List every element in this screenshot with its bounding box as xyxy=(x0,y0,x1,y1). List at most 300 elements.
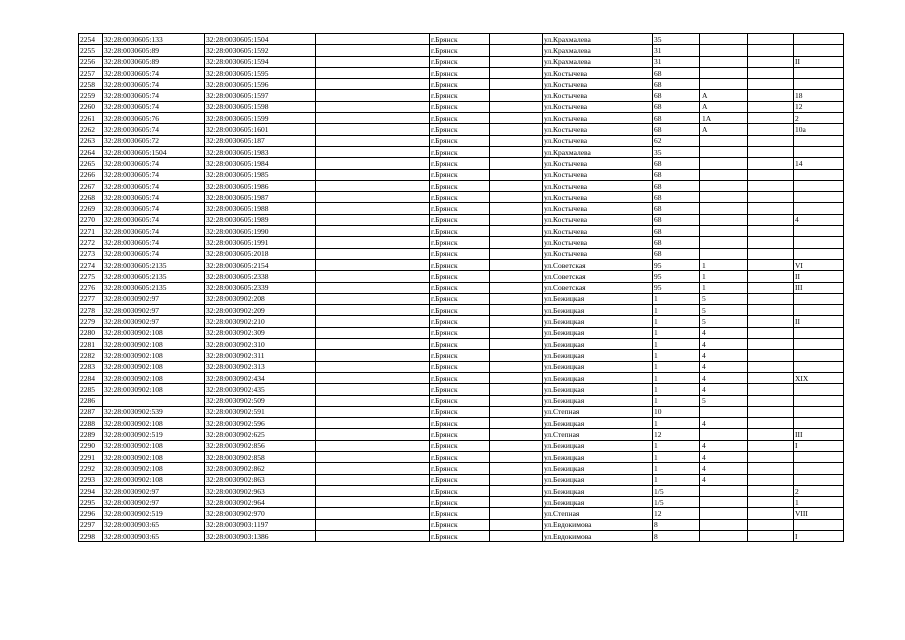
row-number: 2274 xyxy=(79,259,103,270)
row-number: 2280 xyxy=(79,327,103,338)
parent-cadastral-number: 32:28:0030605:76 xyxy=(103,113,205,124)
table-row xyxy=(79,327,844,338)
city-cell: г.Брянск xyxy=(430,406,490,417)
region-cell xyxy=(316,135,430,146)
street-cell: ул.Костычева xyxy=(543,79,653,90)
district-cell xyxy=(490,508,543,519)
street-cell: ул.Бежицкая xyxy=(543,485,653,496)
street-cell: ул.Бежицкая xyxy=(543,463,653,474)
street-cell: ул.Бежицкая xyxy=(543,372,653,383)
parent-cadastral-number: 32:28:0030605:74 xyxy=(103,67,205,78)
parent-cadastral-number: 32:28:0030605:89 xyxy=(103,56,205,67)
row-number: 2269 xyxy=(79,203,103,214)
parent-cadastral-number: 32:28:0030605:74 xyxy=(103,158,205,169)
district-cell xyxy=(490,350,543,361)
street-cell: ул.Бежицкая xyxy=(543,474,653,485)
building-cell: 1 xyxy=(700,259,748,270)
apartment-cell xyxy=(794,79,844,90)
house-number-cell: 12 xyxy=(653,429,700,440)
district-cell xyxy=(490,384,543,395)
apartment-cell xyxy=(794,463,844,474)
district-cell xyxy=(490,259,543,270)
region-cell xyxy=(316,429,430,440)
street-cell: ул.Степная xyxy=(543,508,653,519)
building-cell: 5 xyxy=(700,305,748,316)
building-cell: 5 xyxy=(700,293,748,304)
apartment-cell xyxy=(794,395,844,406)
apartment-cell xyxy=(794,451,844,462)
apartment-cell xyxy=(794,45,844,56)
apartment-cell xyxy=(794,203,844,214)
apartment-cell xyxy=(794,180,844,191)
building-cell xyxy=(700,56,748,67)
cadastral-number: 32:28:0030605:1504 xyxy=(205,34,316,45)
row-number: 2291 xyxy=(79,451,103,462)
cadastral-number: 32:28:0030605:1986 xyxy=(205,180,316,191)
parent-cadastral-number: 32:28:0030902:108 xyxy=(103,372,205,383)
structure-cell xyxy=(748,474,794,485)
region-cell xyxy=(316,418,430,429)
row-number: 2264 xyxy=(79,146,103,157)
district-cell xyxy=(490,34,543,45)
house-number-cell: 68 xyxy=(653,101,700,112)
row-number: 2281 xyxy=(79,339,103,350)
city-cell: г.Брянск xyxy=(430,508,490,519)
table-row xyxy=(79,339,844,350)
district-cell xyxy=(490,158,543,169)
city-cell: г.Брянск xyxy=(430,418,490,429)
table-row xyxy=(79,519,844,530)
building-cell xyxy=(700,429,748,440)
apartment-cell: XIX xyxy=(794,372,844,383)
structure-cell xyxy=(748,45,794,56)
street-cell: ул.Бежицкая xyxy=(543,293,653,304)
district-cell xyxy=(490,316,543,327)
building-cell xyxy=(700,180,748,191)
structure-cell xyxy=(748,192,794,203)
house-number-cell: 1 xyxy=(653,361,700,372)
district-cell xyxy=(490,429,543,440)
district-cell xyxy=(490,101,543,112)
building-cell xyxy=(700,169,748,180)
street-cell: ул.Советская xyxy=(543,259,653,270)
structure-cell xyxy=(748,429,794,440)
structure-cell xyxy=(748,485,794,496)
cadastral-number: 32:28:0030902:862 xyxy=(205,463,316,474)
structure-cell xyxy=(748,508,794,519)
building-cell: 4 xyxy=(700,463,748,474)
cadastral-number: 32:28:0030902:434 xyxy=(205,372,316,383)
district-cell xyxy=(490,485,543,496)
street-cell: ул.Костычева xyxy=(543,248,653,259)
building-cell xyxy=(700,203,748,214)
apartment-cell xyxy=(794,135,844,146)
structure-cell xyxy=(748,293,794,304)
district-cell xyxy=(490,226,543,237)
parent-cadastral-number: 32:28:0030902:539 xyxy=(103,406,205,417)
cadastral-number: 32:28:0030605:1989 xyxy=(205,214,316,225)
cadastral-number: 32:28:0030902:625 xyxy=(205,429,316,440)
district-cell xyxy=(490,327,543,338)
city-cell: г.Брянск xyxy=(430,350,490,361)
region-cell xyxy=(316,305,430,316)
apartment-cell: 10а xyxy=(794,124,844,135)
structure-cell xyxy=(748,226,794,237)
parent-cadastral-number: 32:28:0030902:97 xyxy=(103,485,205,496)
city-cell: г.Брянск xyxy=(430,158,490,169)
street-cell: ул.Бежицкая xyxy=(543,451,653,462)
row-number: 2287 xyxy=(79,406,103,417)
city-cell: г.Брянск xyxy=(430,45,490,56)
cadastral-number: 32:28:0030902:964 xyxy=(205,497,316,508)
cadastral-number: 32:28:0030903:1386 xyxy=(205,531,316,542)
cadastral-number: 32:28:0030902:863 xyxy=(205,474,316,485)
building-cell xyxy=(700,237,748,248)
district-cell xyxy=(490,237,543,248)
structure-cell xyxy=(748,271,794,282)
house-number-cell: 1/5 xyxy=(653,497,700,508)
city-cell: г.Брянск xyxy=(430,214,490,225)
apartment-cell xyxy=(794,293,844,304)
table-row xyxy=(79,237,844,248)
table-body xyxy=(79,34,844,542)
building-cell: 4 xyxy=(700,350,748,361)
building-cell xyxy=(700,79,748,90)
district-cell xyxy=(490,339,543,350)
apartment-cell: 14 xyxy=(794,158,844,169)
house-number-cell: 1 xyxy=(653,395,700,406)
house-number-cell: 1 xyxy=(653,372,700,383)
apartment-cell: 4 xyxy=(794,214,844,225)
structure-cell xyxy=(748,259,794,270)
city-cell: г.Брянск xyxy=(430,237,490,248)
structure-cell xyxy=(748,339,794,350)
apartment-cell xyxy=(794,384,844,395)
parent-cadastral-number: 32:28:0030605:133 xyxy=(103,34,205,45)
region-cell xyxy=(316,384,430,395)
table-row xyxy=(79,361,844,372)
building-cell xyxy=(700,531,748,542)
street-cell: ул.Бежицкая xyxy=(543,316,653,327)
row-number: 2259 xyxy=(79,90,103,101)
city-cell: г.Брянск xyxy=(430,305,490,316)
parent-cadastral-number: 32:28:0030605:1504 xyxy=(103,146,205,157)
district-cell xyxy=(490,79,543,90)
region-cell xyxy=(316,519,430,530)
building-cell: 4 xyxy=(700,440,748,451)
city-cell: г.Брянск xyxy=(430,248,490,259)
row-number: 2258 xyxy=(79,79,103,90)
region-cell xyxy=(316,485,430,496)
district-cell xyxy=(490,406,543,417)
city-cell: г.Брянск xyxy=(430,531,490,542)
table-row xyxy=(79,135,844,146)
row-number: 2276 xyxy=(79,282,103,293)
apartment-cell: 2 xyxy=(794,485,844,496)
region-cell xyxy=(316,406,430,417)
apartment-cell xyxy=(794,248,844,259)
parent-cadastral-number: 32:28:0030902:97 xyxy=(103,497,205,508)
parent-cadastral-number: 32:28:0030605:2135 xyxy=(103,282,205,293)
cadastral-number: 32:28:0030605:2018 xyxy=(205,248,316,259)
region-cell xyxy=(316,226,430,237)
structure-cell xyxy=(748,418,794,429)
cadastral-number: 32:28:0030605:1601 xyxy=(205,124,316,135)
apartment-cell: I xyxy=(794,440,844,451)
cadastral-number: 32:28:0030902:591 xyxy=(205,406,316,417)
cadastral-number: 32:28:0030903:1197 xyxy=(205,519,316,530)
building-cell: 5 xyxy=(700,316,748,327)
city-cell: г.Брянск xyxy=(430,293,490,304)
house-number-cell: 68 xyxy=(653,226,700,237)
row-number: 2260 xyxy=(79,101,103,112)
street-cell: ул.Крахмалева xyxy=(543,34,653,45)
cadastral-number: 32:28:0030605:1594 xyxy=(205,56,316,67)
district-cell xyxy=(490,135,543,146)
table-row xyxy=(79,214,844,225)
region-cell xyxy=(316,101,430,112)
row-number: 2257 xyxy=(79,67,103,78)
structure-cell xyxy=(748,90,794,101)
building-cell: 1 xyxy=(700,271,748,282)
apartment-cell: 12 xyxy=(794,101,844,112)
building-cell xyxy=(700,248,748,259)
parent-cadastral-number: 32:28:0030902:108 xyxy=(103,339,205,350)
city-cell: г.Брянск xyxy=(430,135,490,146)
region-cell xyxy=(316,327,430,338)
building-cell xyxy=(700,508,748,519)
district-cell xyxy=(490,248,543,259)
building-cell: 4 xyxy=(700,327,748,338)
street-cell: ул.Бежицкая xyxy=(543,384,653,395)
region-cell xyxy=(316,293,430,304)
table-row xyxy=(79,146,844,157)
street-cell: ул.Костычева xyxy=(543,113,653,124)
row-number: 2256 xyxy=(79,56,103,67)
table-row xyxy=(79,67,844,78)
row-number: 2273 xyxy=(79,248,103,259)
table-row xyxy=(79,384,844,395)
street-cell: ул.Костычева xyxy=(543,180,653,191)
district-cell xyxy=(490,192,543,203)
row-number: 2277 xyxy=(79,293,103,304)
city-cell: г.Брянск xyxy=(430,429,490,440)
district-cell xyxy=(490,361,543,372)
cadastral-number: 32:28:0030605:1985 xyxy=(205,169,316,180)
house-number-cell: 68 xyxy=(653,158,700,169)
region-cell xyxy=(316,169,430,180)
row-number: 2263 xyxy=(79,135,103,146)
parent-cadastral-number: 32:28:0030605:74 xyxy=(103,180,205,191)
building-cell: 4 xyxy=(700,384,748,395)
apartment-cell xyxy=(794,192,844,203)
region-cell xyxy=(316,158,430,169)
cadastral-number: 32:28:0030902:435 xyxy=(205,384,316,395)
row-number: 2261 xyxy=(79,113,103,124)
cadastral-number: 32:28:0030902:309 xyxy=(205,327,316,338)
cadastral-number: 32:28:0030902:210 xyxy=(205,316,316,327)
structure-cell xyxy=(748,124,794,135)
structure-cell xyxy=(748,305,794,316)
row-number: 2270 xyxy=(79,214,103,225)
district-cell xyxy=(490,271,543,282)
structure-cell xyxy=(748,169,794,180)
table-row xyxy=(79,203,844,214)
row-number: 2275 xyxy=(79,271,103,282)
city-cell: г.Брянск xyxy=(430,497,490,508)
region-cell xyxy=(316,34,430,45)
parent-cadastral-number: 32:28:0030902:108 xyxy=(103,440,205,451)
table-row xyxy=(79,169,844,180)
parent-cadastral-number: 32:28:0030902:97 xyxy=(103,316,205,327)
parent-cadastral-number: 32:28:0030902:97 xyxy=(103,293,205,304)
cadastral-number: 32:28:0030902:313 xyxy=(205,361,316,372)
cadastral-number: 32:28:0030605:187 xyxy=(205,135,316,146)
structure-cell xyxy=(748,372,794,383)
region-cell xyxy=(316,463,430,474)
city-cell: г.Брянск xyxy=(430,67,490,78)
parent-cadastral-number: 32:28:0030605:74 xyxy=(103,169,205,180)
apartment-cell xyxy=(794,226,844,237)
building-cell xyxy=(700,214,748,225)
house-number-cell: 95 xyxy=(653,259,700,270)
city-cell: г.Брянск xyxy=(430,90,490,101)
house-number-cell: 1 xyxy=(653,316,700,327)
region-cell xyxy=(316,192,430,203)
parent-cadastral-number: 32:28:0030902:108 xyxy=(103,384,205,395)
structure-cell xyxy=(748,56,794,67)
apartment-cell xyxy=(794,34,844,45)
city-cell: г.Брянск xyxy=(430,474,490,485)
table-row xyxy=(79,180,844,191)
apartment-cell xyxy=(794,474,844,485)
parent-cadastral-number: 32:28:0030902:108 xyxy=(103,327,205,338)
cadastral-number: 32:28:0030902:963 xyxy=(205,485,316,496)
district-cell xyxy=(490,372,543,383)
row-number: 2286 xyxy=(79,395,103,406)
street-cell: ул.Бежицкая xyxy=(543,361,653,372)
city-cell: г.Брянск xyxy=(430,282,490,293)
row-number: 2289 xyxy=(79,429,103,440)
house-number-cell: 68 xyxy=(653,67,700,78)
house-number-cell: 35 xyxy=(653,146,700,157)
row-number: 2297 xyxy=(79,519,103,530)
apartment-cell: 2 xyxy=(794,113,844,124)
cadastral-number: 32:28:0030902:509 xyxy=(205,395,316,406)
table-row xyxy=(79,429,844,440)
row-number: 2272 xyxy=(79,237,103,248)
district-cell xyxy=(490,146,543,157)
district-cell xyxy=(490,214,543,225)
structure-cell xyxy=(748,180,794,191)
building-cell: 4 xyxy=(700,339,748,350)
city-cell: г.Брянск xyxy=(430,271,490,282)
region-cell xyxy=(316,237,430,248)
cadastral-number: 32:28:0030605:2339 xyxy=(205,282,316,293)
building-cell: 4 xyxy=(700,372,748,383)
house-number-cell: 1 xyxy=(653,327,700,338)
structure-cell xyxy=(748,531,794,542)
house-number-cell: 68 xyxy=(653,113,700,124)
city-cell: г.Брянск xyxy=(430,146,490,157)
district-cell xyxy=(490,113,543,124)
building-cell: А xyxy=(700,90,748,101)
cadastral-number: 32:28:0030605:1592 xyxy=(205,45,316,56)
table-row xyxy=(79,248,844,259)
apartment-cell xyxy=(794,67,844,78)
row-number: 2278 xyxy=(79,305,103,316)
house-number-cell: 1/5 xyxy=(653,485,700,496)
table-row xyxy=(79,497,844,508)
structure-cell xyxy=(748,135,794,146)
house-number-cell: 68 xyxy=(653,237,700,248)
parent-cadastral-number: 32:28:0030605:74 xyxy=(103,237,205,248)
house-number-cell: 68 xyxy=(653,248,700,259)
parent-cadastral-number: 32:28:0030605:89 xyxy=(103,45,205,56)
parent-cadastral-number: 32:28:0030902:519 xyxy=(103,429,205,440)
building-cell: 4 xyxy=(700,361,748,372)
parent-cadastral-number: 32:28:0030902:108 xyxy=(103,350,205,361)
apartment-cell: VIII xyxy=(794,508,844,519)
structure-cell xyxy=(748,101,794,112)
row-number: 2265 xyxy=(79,158,103,169)
street-cell: ул.Костычева xyxy=(543,158,653,169)
structure-cell xyxy=(748,519,794,530)
structure-cell xyxy=(748,327,794,338)
table-row xyxy=(79,113,844,124)
city-cell: г.Брянск xyxy=(430,316,490,327)
table-row xyxy=(79,508,844,519)
table-row xyxy=(79,418,844,429)
cadastral-number: 32:28:0030605:1595 xyxy=(205,67,316,78)
city-cell: г.Брянск xyxy=(430,79,490,90)
district-cell xyxy=(490,440,543,451)
district-cell xyxy=(490,463,543,474)
building-cell: 4 xyxy=(700,418,748,429)
street-cell: ул.Бежицкая xyxy=(543,327,653,338)
table-row xyxy=(79,406,844,417)
row-number: 2295 xyxy=(79,497,103,508)
cadastral-number: 32:28:0030605:1596 xyxy=(205,79,316,90)
district-cell xyxy=(490,418,543,429)
structure-cell xyxy=(748,497,794,508)
house-number-cell: 8 xyxy=(653,519,700,530)
district-cell xyxy=(490,474,543,485)
structure-cell xyxy=(748,67,794,78)
city-cell: г.Брянск xyxy=(430,440,490,451)
apartment-cell: I xyxy=(794,531,844,542)
table-row xyxy=(79,474,844,485)
house-number-cell: 68 xyxy=(653,192,700,203)
city-cell: г.Брянск xyxy=(430,203,490,214)
table-row xyxy=(79,124,844,135)
street-cell: ул.Бежицкая xyxy=(543,350,653,361)
street-cell: ул.Бежицкая xyxy=(543,440,653,451)
structure-cell xyxy=(748,79,794,90)
apartment-cell xyxy=(794,146,844,157)
parent-cadastral-number: 32:28:0030903:65 xyxy=(103,519,205,530)
table-row xyxy=(79,451,844,462)
street-cell: ул.Костычева xyxy=(543,226,653,237)
cadastral-number: 32:28:0030605:1597 xyxy=(205,90,316,101)
row-number: 2271 xyxy=(79,226,103,237)
row-number: 2284 xyxy=(79,372,103,383)
street-cell: ул.Евдокимова xyxy=(543,519,653,530)
city-cell: г.Брянск xyxy=(430,361,490,372)
street-cell: ул.Бежицкая xyxy=(543,395,653,406)
cadastral-number: 32:28:0030902:970 xyxy=(205,508,316,519)
structure-cell xyxy=(748,406,794,417)
